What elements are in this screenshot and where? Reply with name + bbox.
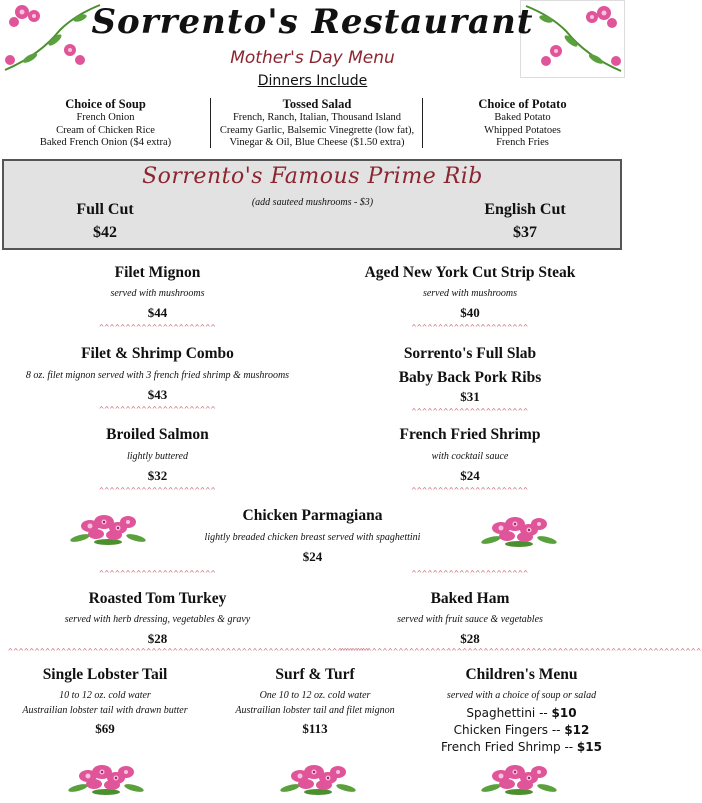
separator: ^^^^^^^^^^^^^^^^^^^^^^ [411, 486, 529, 495]
item-name: Baked Ham [430, 590, 510, 607]
item-name: Surf & Turf [275, 666, 355, 683]
item-description: One 10 to 12 oz. cold water [259, 690, 371, 701]
menu-item-roasted-turkey [0, 590, 315, 647]
menu-item-chicken-parmagiana [150, 507, 475, 565]
item-description: 8 oz. filet mignon served with 3 french fried shrimp & mushrooms [25, 370, 290, 381]
separator: ^^^^^^^^^^^^^^^^^^^^^^^^^^^^^^^^^^^^^^^^^^^^^^^^^^^^^^^^^^^^^^^^^^^^ [8, 647, 370, 656]
item-price: $31 [460, 389, 480, 404]
separator: ^^^^^^^^^^^^^^^^^^^^^^ [411, 407, 529, 416]
salad-column [212, 97, 422, 150]
separator: ^^^^^^^^^^^^^^^^^^^^^^ [99, 486, 216, 495]
column-divider [210, 98, 211, 148]
menu-subtitle: Mother's Day Menu [230, 48, 395, 68]
salad-heading: Tossed Salad [282, 97, 352, 111]
item-price: $24 [460, 468, 480, 483]
item-description: served with herb dressing, vegetables & gravy [64, 614, 251, 625]
full-cut-price: $42 [93, 224, 117, 241]
item-price: $28 [147, 631, 168, 646]
menu-item-pork-ribs [315, 345, 625, 416]
item-name: Filet & Shrimp Combo [81, 345, 234, 362]
item-name: Broiled Salmon [106, 426, 209, 443]
item-description: served with fruit sauce & vegetables [397, 614, 543, 625]
soup-option: French Onion [76, 112, 135, 123]
salad-option: French, Ranch, Italian, Thousand Island [232, 112, 402, 123]
pink-orchid-flower-icon [277, 758, 359, 798]
item-price: $43 [147, 387, 168, 402]
dinners-include-heading: Dinners Include [257, 73, 368, 89]
item-description: with cocktail sauce [431, 451, 509, 462]
menu-item-filet-mignon [0, 264, 315, 332]
item-name: Filet Mignon [114, 264, 201, 281]
pink-orchid-flower-icon [67, 508, 149, 548]
prime-rib-title: Sorrento's Famous Prime Rib [142, 164, 483, 189]
salad-option: Vinegar & Oil, Blue Cheese ($1.50 extra) [229, 137, 405, 148]
childrens-menu [418, 666, 625, 754]
item-name: Single Lobster Tail [42, 666, 168, 683]
item-description: Austrailian lobster tail and filet mignon [235, 705, 395, 716]
childrens-menu-item: Spaghettini -- $10 [466, 706, 577, 720]
menu-item-strip-steak [315, 264, 625, 332]
item-price: $32 [147, 468, 168, 483]
restaurant-title: Sorrento's Restaurant [91, 2, 534, 42]
english-cut-price: $37 [513, 224, 537, 241]
item-name: Roasted Tom Turkey [88, 590, 227, 607]
item-description: lightly buttered [126, 451, 188, 462]
item-price: $69 [95, 721, 115, 736]
item-description: served with mushrooms [110, 288, 205, 299]
prime-rib-note: (add sauteed mushrooms - $3) [251, 197, 374, 208]
item-price: $40 [460, 305, 480, 320]
childrens-menu-heading: Children's Menu [465, 666, 578, 683]
separator: ^^^^^^^^^^^^^^^^^^^^^^ [99, 405, 216, 414]
item-price: $24 [302, 549, 323, 564]
item-name: Sorrento's Full Slab [403, 345, 537, 362]
item-name: Chicken Parmagiana [242, 507, 383, 524]
item-name: Baby Back Pork Ribs [398, 369, 542, 386]
item-description: Austrailian lobster tail with drawn butter [22, 705, 188, 716]
menu-item-surf-turf [210, 666, 420, 737]
potato-heading: Choice of Potato [478, 97, 567, 111]
potato-option: Baked Potato [494, 112, 551, 123]
potato-option: French Fries [496, 137, 549, 148]
item-price: $113 [302, 721, 328, 736]
soup-heading: Choice of Soup [65, 97, 146, 111]
soup-column [28, 97, 183, 150]
separator: ^^^^^^^^^^^^^^^^^^^^^^ [411, 323, 529, 332]
item-description: lightly breaded chicken breast served with spaghettini [204, 532, 421, 543]
soup-option: Baked French Onion ($4 extra) [39, 137, 172, 148]
separator: ^^^^^^^^^^^^^^^^^^^^^^^^^^^^^^^^^^^^^^^^^^^^^^^^^^^^^^^^^^^^^^^^^^^^ [340, 647, 702, 656]
item-description: 10 to 12 oz. cold water [59, 690, 151, 701]
potato-option: Whipped Potatoes [484, 124, 561, 136]
item-description: served with mushrooms [422, 288, 518, 299]
item-price: $44 [147, 305, 168, 320]
item-name: Aged New York Cut Strip Steak [364, 264, 576, 281]
menu-item-filet-shrimp-combo [0, 345, 315, 414]
item-name: French Fried Shrimp [399, 426, 541, 443]
full-cut-name: Full Cut [76, 201, 134, 218]
menu-item-broiled-salmon [0, 426, 315, 495]
soup-option: Cream of Chicken Rice [56, 124, 155, 136]
childrens-menu-item: French Fried Shrimp -- $15 [441, 740, 602, 754]
separator: ^^^^^^^^^^^^^^^^^^^^^^ [99, 569, 216, 578]
childrens-menu-description: served with a choice of soup or salad [446, 690, 597, 701]
childrens-menu-item: Chicken Fingers -- $12 [453, 723, 590, 737]
pink-orchid-flower-icon [478, 758, 560, 798]
pink-orchid-flower-icon [65, 758, 147, 798]
potato-column [445, 97, 600, 150]
menu-item-french-fried-shrimp [315, 426, 625, 495]
pink-orchid-flower-icon [478, 510, 560, 550]
english-cut-name: English Cut [484, 201, 566, 218]
column-divider [422, 98, 423, 148]
item-price: $28 [460, 631, 480, 646]
separator: ^^^^^^^^^^^^^^^^^^^^^^ [99, 323, 216, 332]
separator: ^^^^^^^^^^^^^^^^^^^^^^ [411, 569, 529, 578]
menu-item-lobster-tail [0, 666, 210, 737]
salad-option: Creamy Garlic, Balsemic Vinegrette (low fat), [219, 124, 415, 136]
menu-item-baked-ham [315, 590, 625, 647]
